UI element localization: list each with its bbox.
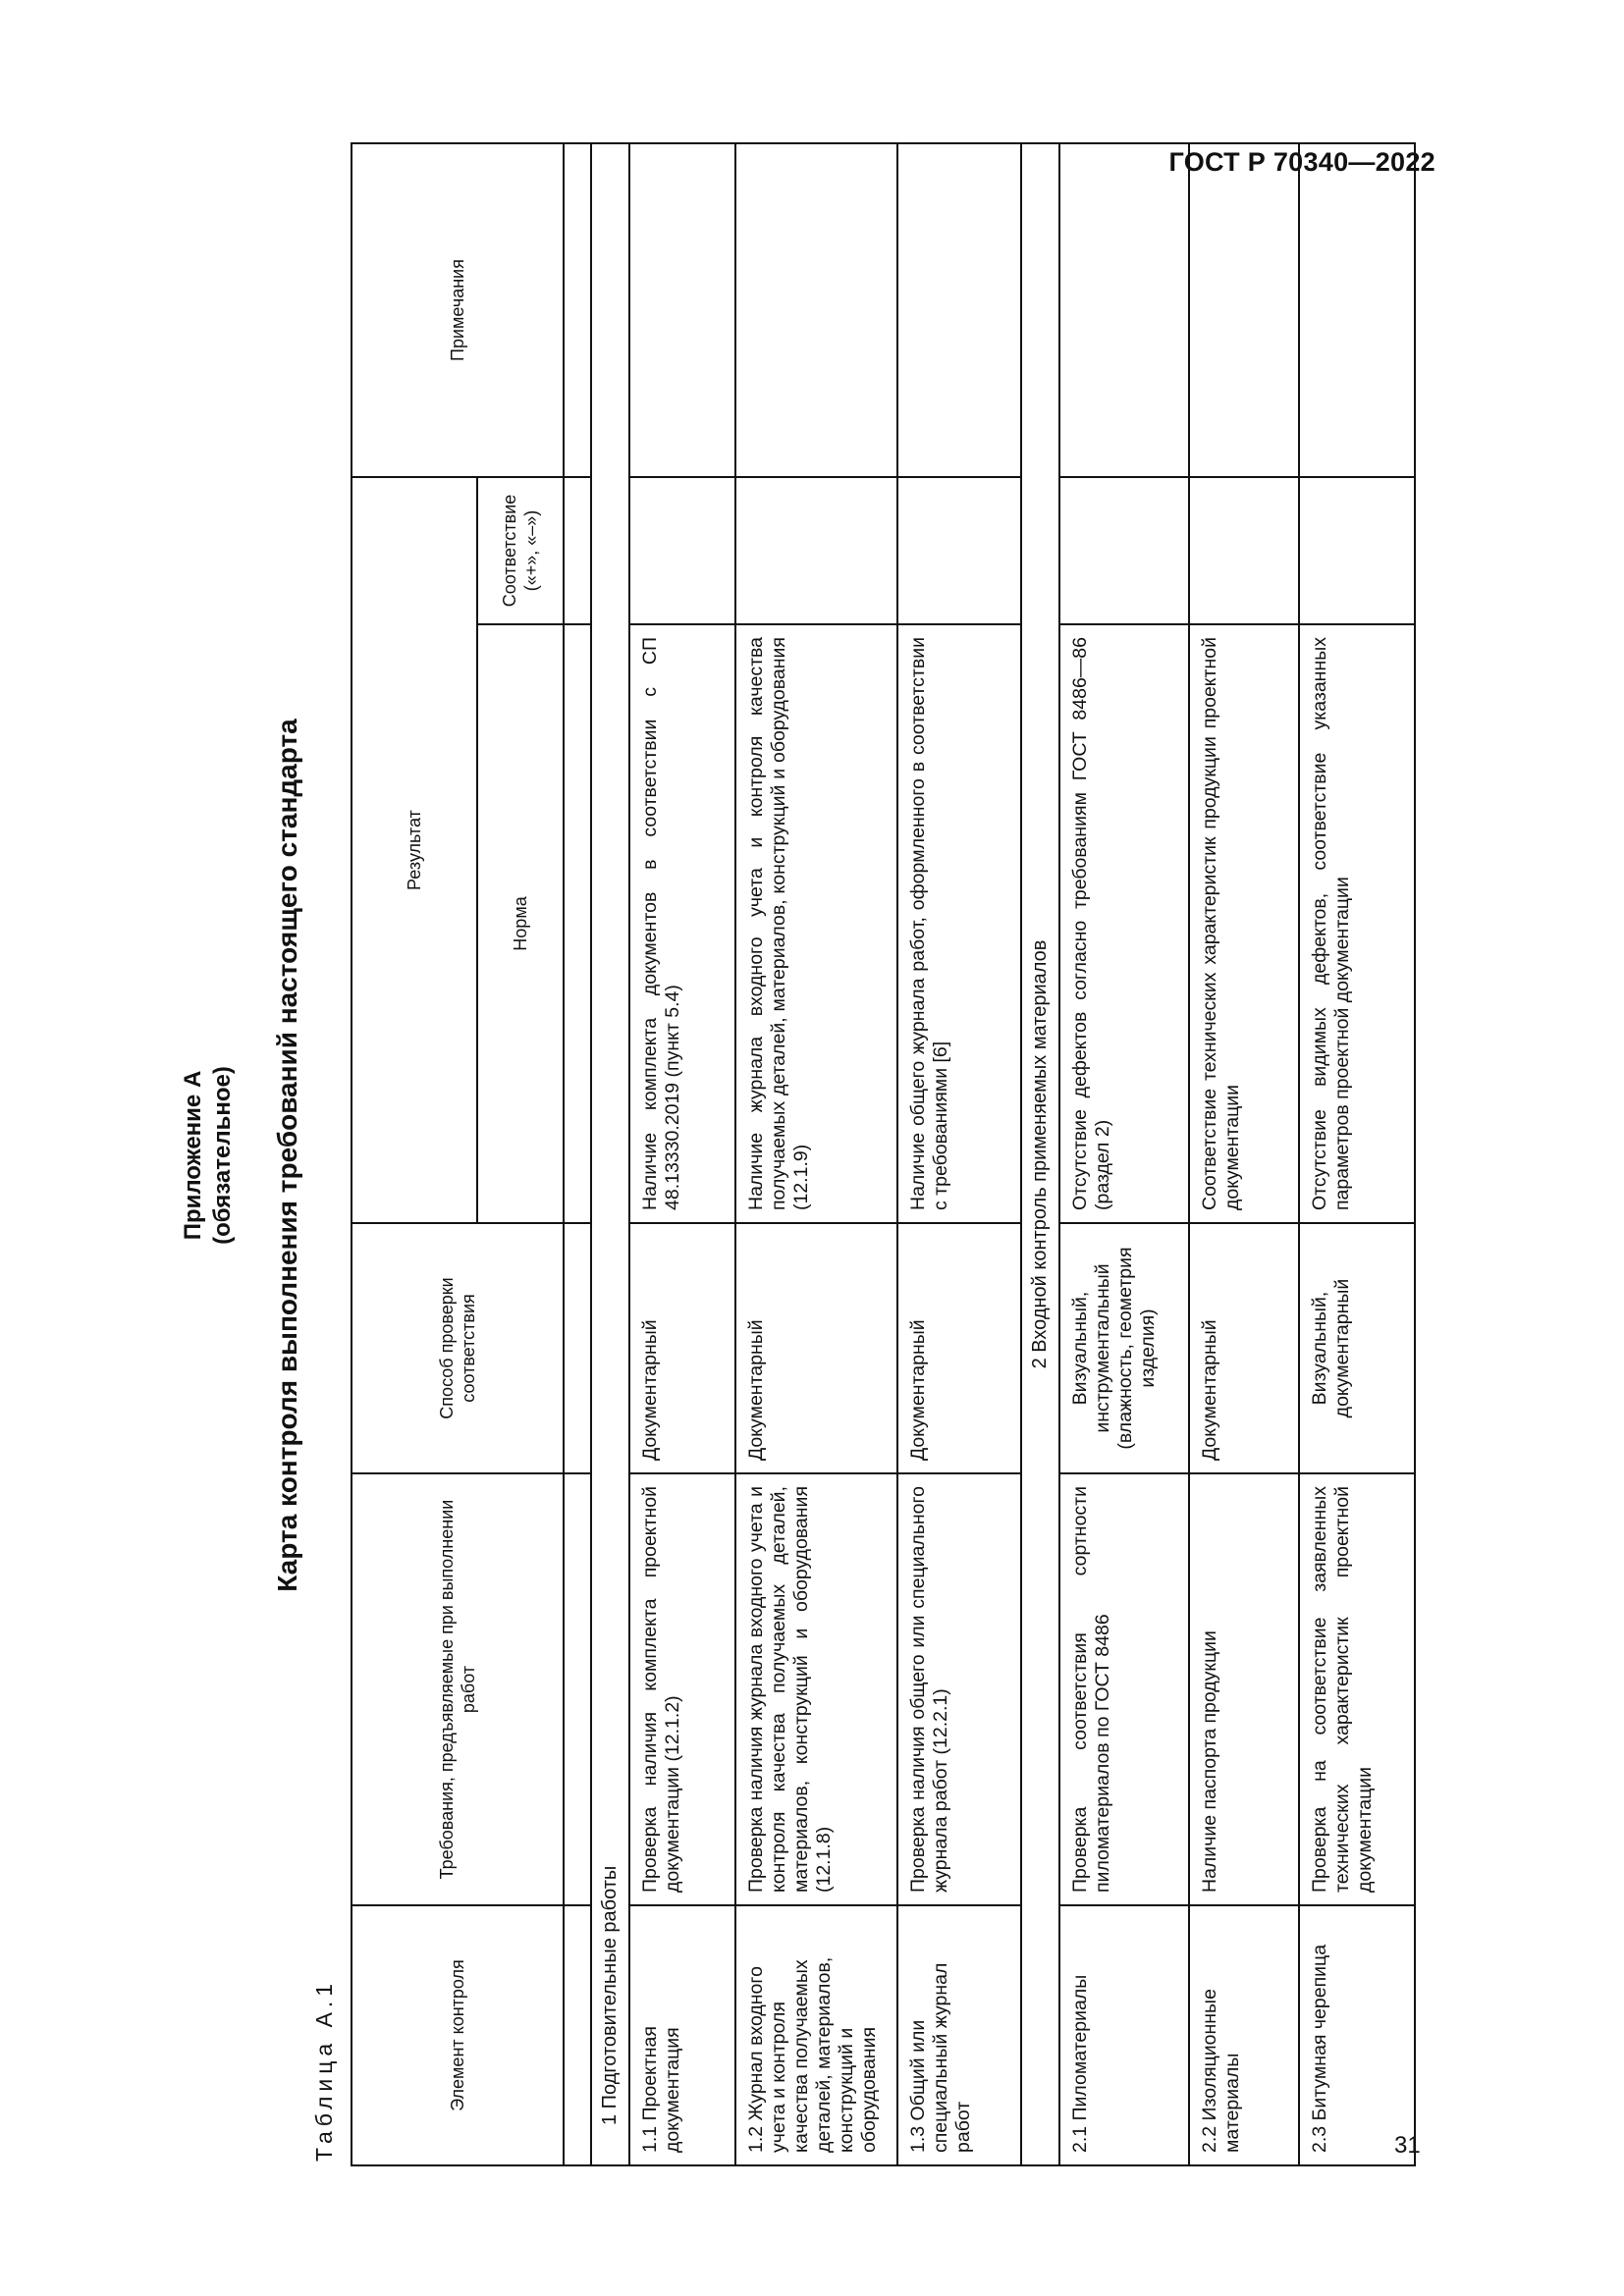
table-row	[1299, 143, 1415, 2165]
cell-element: 2.1 Пиломатериалы	[1059, 1905, 1189, 2165]
header-requirements: Требования, предъявляемые при выполнении работ	[352, 1473, 564, 1905]
header-result: Результат	[352, 477, 477, 1223]
header-notes: Примечания	[352, 143, 564, 477]
cell-element: 1.3 Общий или специальный журнал работ	[897, 1905, 1021, 2165]
cell-notes	[1059, 143, 1189, 477]
table-spacer	[564, 143, 591, 2165]
cell-element: 2.3 Битумная черепица	[1299, 1905, 1415, 2165]
cell-notes	[1299, 143, 1415, 477]
table-row	[897, 143, 1021, 2165]
cell-compliance	[897, 477, 1021, 624]
cell-method: Документарный	[1189, 1223, 1299, 1473]
cell-notes	[629, 143, 735, 477]
cell-method: Документарный	[897, 1223, 1021, 1473]
cell-notes	[1189, 143, 1299, 477]
cell-compliance	[1059, 477, 1189, 624]
cell-method: Документарный	[735, 1223, 897, 1473]
table-caption: Таблица А.1	[311, 1978, 337, 2162]
section-row	[591, 143, 629, 2165]
table-row	[1189, 143, 1299, 2165]
cell-element: 1.2 Журнал входного учета и контроля качества получаемых деталей, материалов, конструкций и оборудования	[735, 1905, 897, 2165]
appendix-status: (обязательное)	[209, 1066, 236, 1245]
table-row	[735, 143, 897, 2165]
cell-method: Визуальный, инструментальный (влажность, геометрия изделия)	[1059, 1223, 1189, 1473]
cell-requirement: Проверка наличия журнала входного учета и контроля качества получаемых деталей, материалов, конструкций и оборудования (12.1.8)	[735, 1473, 897, 1905]
cell-norm: Отсутствие дефектов согласно требованиям ГОСТ 8486—86 (раздел 2)	[1059, 624, 1189, 1223]
control-table	[351, 142, 1416, 2166]
cell-requirement: Проверка наличия общего или специального журнала работ (12.2.1)	[897, 1473, 1021, 1905]
cell-norm: Наличие журнала входного учета и контроля качества получаемых деталей, материалов, конструкций и оборудования (12.1.9)	[735, 624, 897, 1223]
cell-norm: Наличие комплекта документов в соответствии с СП 48.13330.2019 (пункт 5.4)	[629, 624, 735, 1223]
cell-requirement: Проверка соответствия сортности пиломатериалов по ГОСТ 8486	[1059, 1473, 1189, 1905]
cell-notes	[735, 143, 897, 477]
section-row	[1021, 143, 1059, 2165]
cell-method: Документарный	[629, 1223, 735, 1473]
section-title: 1 Подготовительные работы	[591, 143, 629, 2165]
cell-notes	[897, 143, 1021, 477]
header-method: Способ проверки соответствия	[352, 1223, 564, 1473]
cell-requirement: Проверка на соответствие заявленных технических характеристик проектной документации	[1299, 1473, 1415, 1905]
table-row	[1059, 143, 1189, 2165]
cell-requirement: Проверка наличия комплекта проектной документации (12.1.2)	[629, 1473, 735, 1905]
cell-element: 2.2 Изоляционные материалы	[1189, 1905, 1299, 2165]
table-row	[629, 143, 735, 2165]
section-title: 2 Входной контроль применяемых материалов	[1021, 143, 1059, 2165]
cell-norm: Соответствие технических характеристик продукции проектной документации	[1189, 624, 1299, 1223]
rotated-page-content	[179, 144, 1396, 2166]
header-element: Элемент контроля	[352, 1905, 564, 2165]
cell-norm: Отсутствие видимых дефектов, соответствие указанных параметров проектной документации	[1299, 624, 1415, 1223]
cell-element: 1.1 Проектная документация	[629, 1905, 735, 2165]
cell-compliance	[735, 477, 897, 624]
cell-norm: Наличие общего журнала работ, оформленного в соответствии с требованиями [6]	[897, 624, 1021, 1223]
appendix-label: Приложение А	[180, 1070, 206, 1241]
standard-id: ГОСТ Р 70340—2022	[1168, 147, 1435, 177]
header-compliance: Соответствие («+», «–»)	[477, 477, 564, 624]
cell-compliance	[629, 477, 735, 624]
cell-compliance	[1189, 477, 1299, 624]
cell-requirement: Наличие паспорта продукции	[1189, 1473, 1299, 1905]
page-number: 31	[1394, 2132, 1421, 2159]
appendix-title: Карта контроля выполнения требований настоящего стандарта	[272, 719, 302, 1592]
cell-compliance	[1299, 477, 1415, 624]
cell-method: Визуальный, документарный	[1299, 1223, 1415, 1473]
header-norm: Норма	[477, 624, 564, 1223]
